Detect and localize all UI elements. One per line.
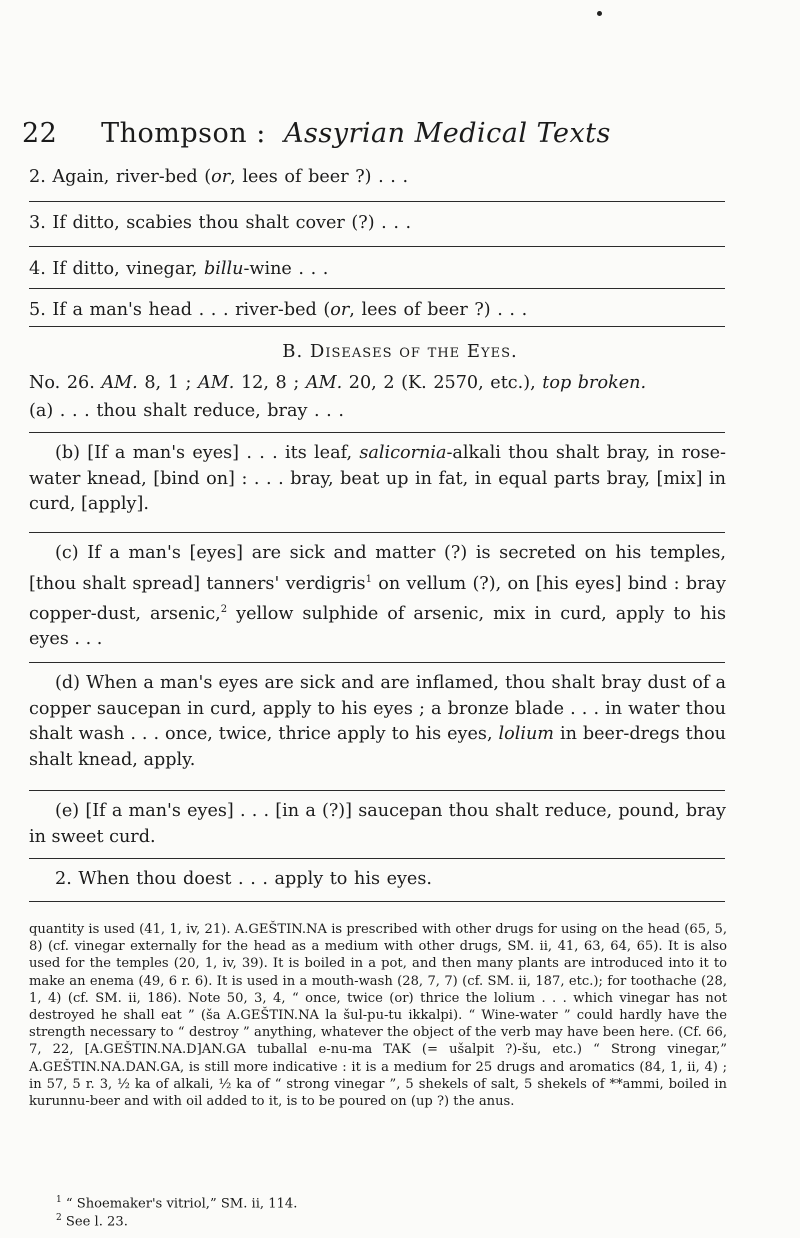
item-b: (b) [If a man's eyes] . . . its leaf, salicornia-alkali thou shalt bray, in rose-water knead, [bind on] : . . . bray, beat up in fat, in equal parts bray, [mix] in curd, [apply]. [29,443,726,514]
divider [29,901,725,902]
list-item: 4. If ditto, vinegar, billu-wine . . . [29,259,329,279]
header-author: Thompson [101,118,248,149]
item-a: (a) . . . thou shalt reduce, bray . . . [29,401,344,421]
ink-speck [597,11,602,16]
divider [29,288,725,289]
list-item: 2. Again, river-bed (or, lees of beer ?) . . . [29,167,409,187]
divider [29,790,725,791]
footnote-2: $^2$ See l. 23. [56,1213,128,1230]
divider [29,858,725,859]
list-item: 5. If a man's head . . . river-bed (or, lees of beer ?) . . . [29,300,528,320]
source-line: No. 26. AM. 8, 1 ; AM. 12, 8 ; AM. 20, 2 (K. 2570, etc.), top broken. [29,373,647,393]
item-2: 2. When thou doest . . . apply to his eyes. [55,869,432,889]
item-e: (e) [If a man's eyes] . . . [in a (?)] saucepan thou shalt reduce, pound, bray in sweet curd. [29,801,726,847]
running-header: 22 Thompson : Assyrian Medical Texts [22,118,611,149]
divider [29,532,725,533]
divider [29,432,725,433]
section-heading: B. Diseases of the Eyes. [282,341,518,362]
page-number: 22 [22,118,58,149]
footnote-1: $^1$ “ Shoemaker's vitriol,” SM. ii, 114. [56,1195,298,1212]
divider [29,201,725,202]
footnote-continuation: quantity is used (41, 1, iv, 21). A.GEŠTIN.NA is prescribed with other drugs for using on the head (65, 5, 8) (cf. vinegar externally for the head as a medium with other drugs, SM. ii, 41, 63, 64, 65). It is also used for the temples (20, 1, iv, 39). It is boiled in a pot, and then many plants are introduced into it to make an enema (49, 6 r. 6). It is used in a mouth-wash (28, 7, 7) (cf. SM. ii, 187, etc.); for toothache (28, 1, 4) (cf. SM. ii, 186). Note 50, 3, 4, “ once, twice (or) thrice the lolium . . . which vinegar has not destroyed he shall eat ” (ša A.GEŠTIN.NA la šul-pu-tu ikkalpi). “ Wine-water ” could hardly have the strength necessary to “ destroy ” anything, whatever the object of the verb may have been here. (Cf. 66, 7, 22, [A.GEŠTIN.NA.D]AN.GA tuballal e-nu-ma TAK (= ušalpit ?)-šu, etc.) “ Strong vinegar,” A.GEŠTIN.NA.DAN.GA, is still more indicative : it is a medium for 25 drugs and aromatics (84, 1, ii, 4) ; in 57, 5 r. 3, ½ ka of alkali, ½ ka of “ strong vinegar ”, 5 shekels of salt, 5 shekels of **ammi, boiled in kurunnu-beer and with oil added to it, is to be poured on (up ?) the anus. [29,922,727,1110]
list-item: 3. If ditto, scabies thou shalt cover (?) . . . [29,213,412,233]
divider [29,662,725,663]
header-title: Assyrian Medical Texts [284,118,611,149]
item-c: (c) If a man's [eyes] are sick and matter (?) is secreted on his temples, [thou shalt spread] tanners' verdigris$^1$ on vellum (?), on [his eyes] bind : bray copper-dust, arsenic,$^2$ yellow sulphide of arsenic, mix in curd, apply to his eyes . . . [29,543,726,650]
divider [29,246,725,247]
item-d: (d) When a man's eyes are sick and are inflamed, thou shalt bray dust of a copper saucepan in curd, apply to his eyes ; a bronze blade . . . in water thou shalt wash . . . once, twice, thrice apply to his eyes, lolium in beer-dregs thou shalt knead, apply. [29,673,726,770]
divider [29,326,725,327]
